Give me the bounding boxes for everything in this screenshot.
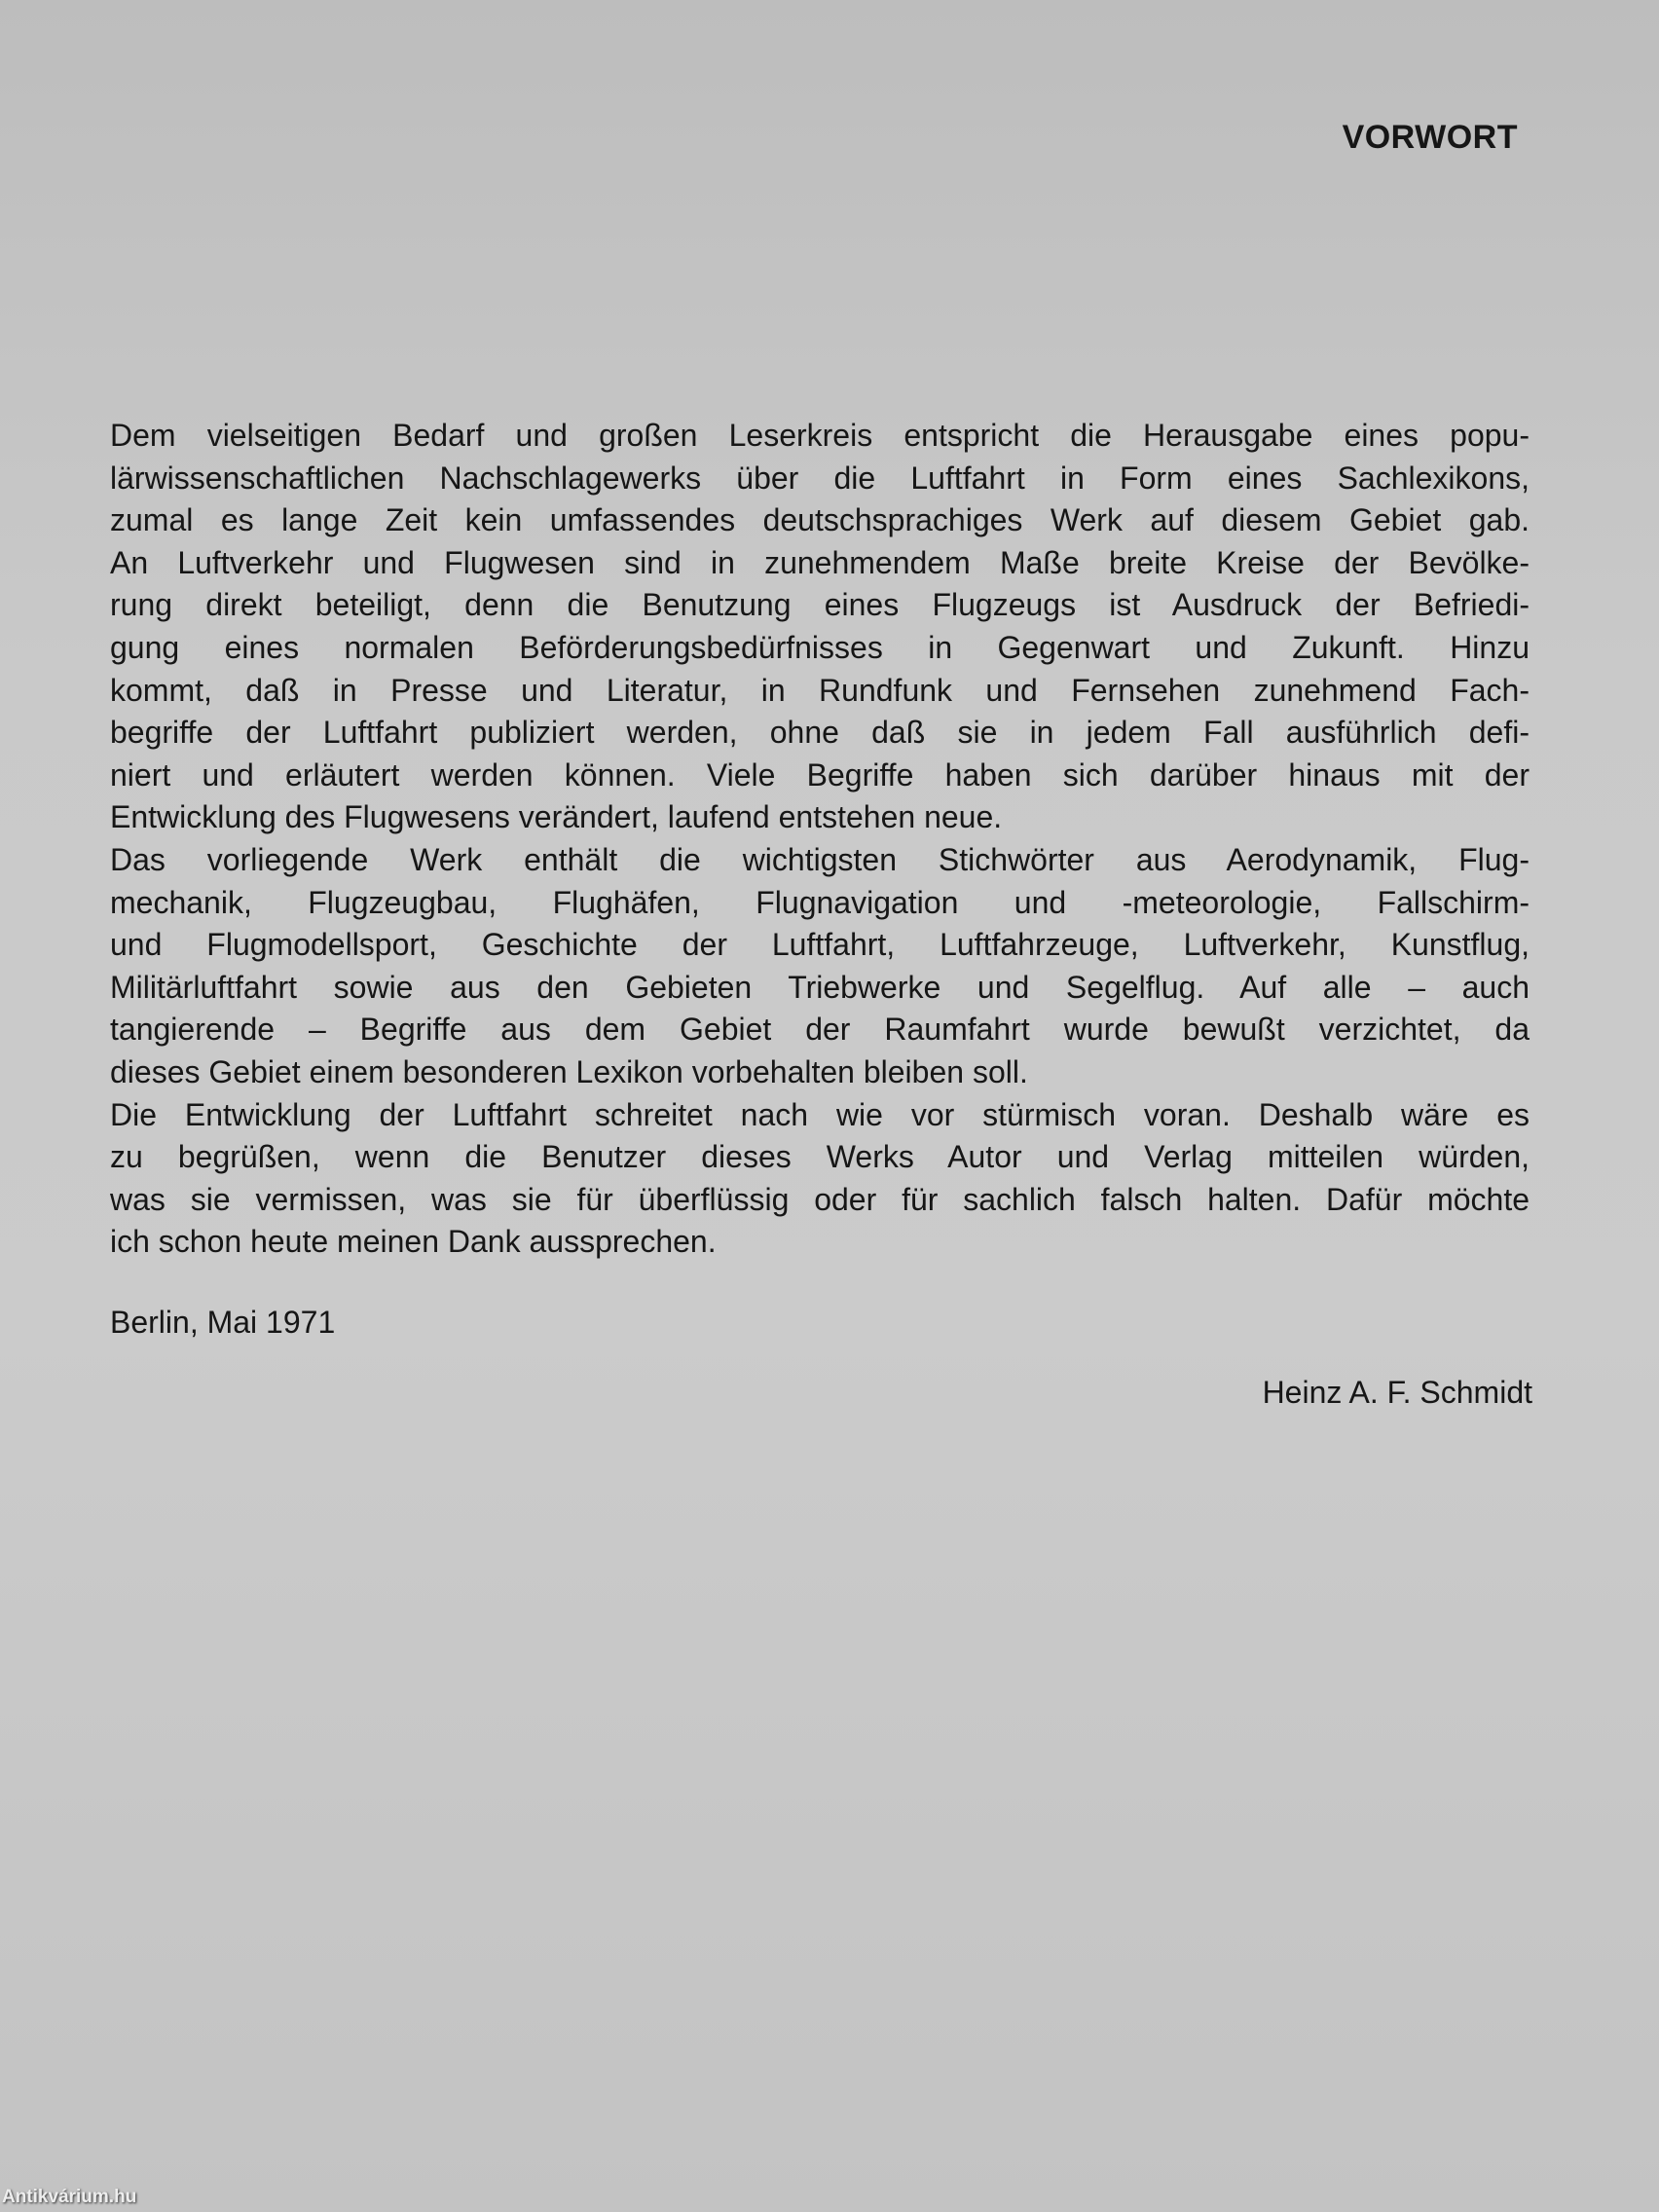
text-line: Militärluftfahrt sowie aus den Gebieten Triebwerke und Segelflug. Auf alle – auch <box>110 969 1530 1005</box>
text-line: gung eines normalen Beförderungsbedürfnisses in Gegenwart und Zukunft. Hinzu <box>110 629 1530 665</box>
text-line: begriffe der Luftfahrt publiziert werden, ohne daß sie in jedem Fall ausführlich defi- <box>110 715 1530 751</box>
text-line: Das vorliegende Werk enthält die wichtigsten Stichwörter aus Aerodynamik, Flug- <box>110 841 1530 877</box>
text-line: rung direkt beteiligt, denn die Benutzung eines Flugzeugs ist Ausdruck der Befriedi- <box>110 587 1530 623</box>
text-line: An Luftverkehr und Flugwesen sind in zunehmendem Maße breite Kreise der Bevölke- <box>110 544 1530 580</box>
text-line: Die Entwicklung der Luftfahrt schreitet nach wie vor stürmisch voran. Deshalb wäre es <box>110 1096 1530 1132</box>
text-line: Entwicklung des Flugwesens verändert, laufend entstehen neue. <box>110 799 1003 835</box>
paragraph <box>110 1094 1530 1264</box>
place-date: Berlin, Mai 1971 <box>110 1305 336 1340</box>
text-line: und Flugmodellsport, Geschichte der Luftfahrt, Luftfahrzeuge, Luftverkehr, Kunstflug, <box>110 927 1530 963</box>
text-line: zu begrüßen, wenn die Benutzer dieses Werks Autor und Verlag mitteilen würden, <box>110 1139 1530 1175</box>
text-line: niert und erläutert werden können. Viele Begriffe haben sich darüber hinaus mit der <box>110 756 1530 793</box>
text-line: tangierende – Begriffe aus dem Gebiet der Raumfahrt wurde bewußt verzichtet, da <box>110 1012 1530 1048</box>
text-line: mechanik, Flugzeugbau, Flughäfen, Flugnavigation und -meteorologie, Fallschirm- <box>110 884 1530 920</box>
text-line: ich schon heute meinen Dank aussprechen. <box>110 1224 717 1260</box>
text-line: zumal es lange Zeit kein umfassendes deutschsprachiges Werk auf diesem Gebiet gab. <box>110 502 1530 538</box>
page-title: VORWORT <box>1342 119 1518 156</box>
text-line: kommt, daß in Presse und Literatur, in Rundfunk und Fernsehen zunehmend Fach- <box>110 672 1530 708</box>
text-line: lärwissenschaftlichen Nachschlagewerks über die Luftfahrt in Form eines Sachlexikons, <box>110 460 1530 496</box>
watermark: Antikvárium.hu <box>2 2187 137 2207</box>
text-line: was sie vermissen, was sie für überflüssig oder für sachlich falsch halten. Dafür möchte <box>110 1181 1530 1217</box>
text-line: Dem vielseitigen Bedarf und großen Leserkreis entspricht die Herausgabe eines popu- <box>110 418 1530 453</box>
paragraph <box>110 839 1530 1094</box>
foreword-body <box>110 415 1530 1264</box>
paragraph <box>110 415 1530 839</box>
text-line: dieses Gebiet einem besonderen Lexikon vorbehalten bleiben soll. <box>110 1053 1028 1089</box>
author-signature: Heinz A. F. Schmidt <box>1262 1375 1532 1410</box>
